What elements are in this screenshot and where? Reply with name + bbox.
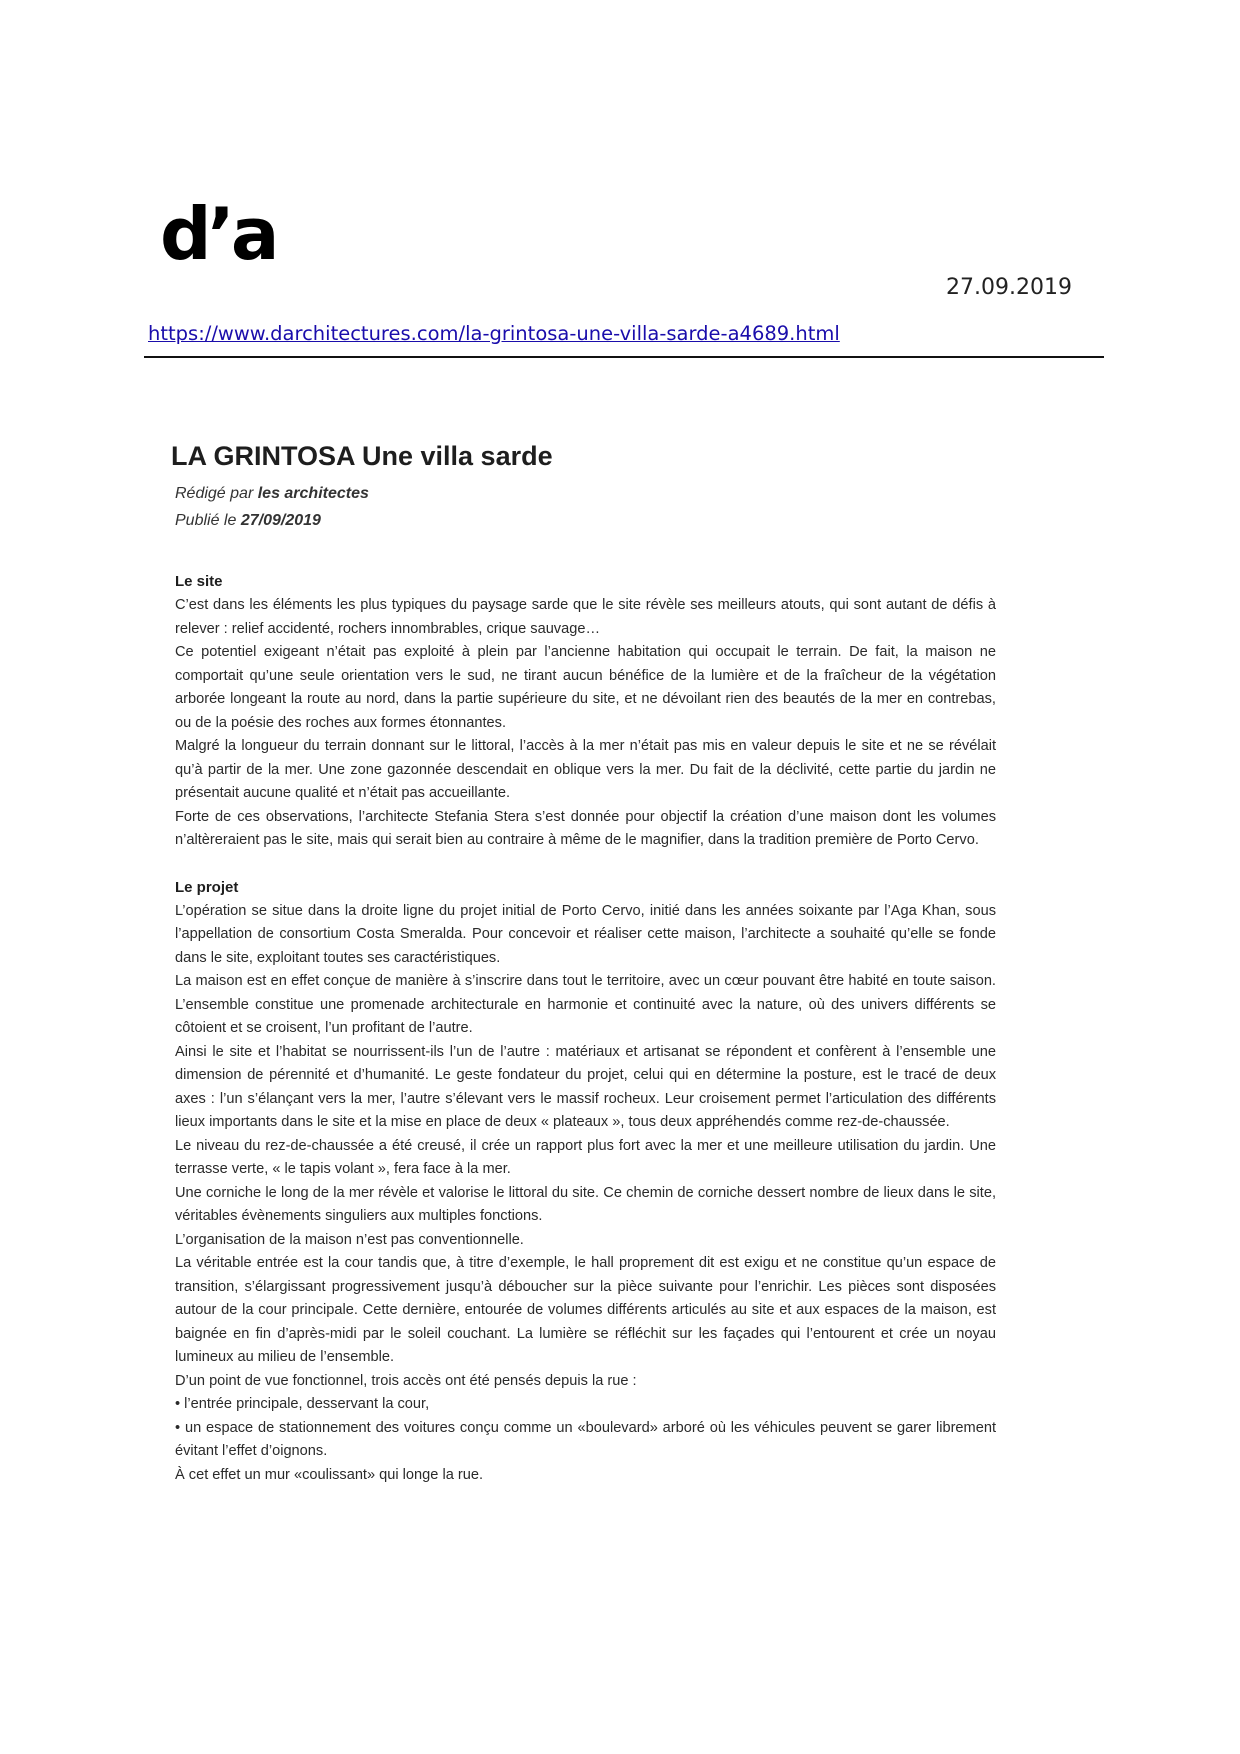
header-date: 27.09.2019: [946, 275, 1072, 300]
paragraph: Ce potentiel exigeant n’était pas exploité à plein par l’ancienne habitation qui occupait le terrain. De fait, la maison ne comportait qu’une seule orientation vers le sud, ne tirant aucun bénéfice de la lumière et de la fraîcheur de la végétation arborée longeant la route au nord, dans la partie supérieure du site, et ne dévoilant rien des beautés de la mer en contrebas, ou de la poésie des roches aux formes étonnantes.: [175, 644, 996, 731]
header-divider: [144, 356, 1104, 358]
paragraph: Une corniche le long de la mer révèle et valorise le littoral du site. Ce chemin de corniche dessert nombre de lieux dans le site, véritables évènements singuliers aux multiples fonctions.: [175, 1184, 996, 1225]
paragraph: Malgré la longueur du terrain donnant sur le littoral, l’accès à la mer n’était pas mis en valeur depuis le site et ne se révélait qu’à partir de la mer. Une zone gazonnée descendait en oblique vers la mer. Du fait de la déclivité, cette partie du jardin ne présentait aucune qualité et n’était pas accueillante.: [175, 738, 996, 802]
section-le-projet: [175, 876, 996, 1488]
paragraph: L’opération se situe dans la droite ligne du projet initial de Porto Cervo, initié dans les années soixante par l’Aga Khan, sous l’appellation de consortium Costa Smeralda. Pour concevoir et réaliser cette maison, l’architecte a souhaité qu’elle se fonde dans le site, exploitant toutes ses caractéristiques.: [175, 902, 996, 966]
section-le-site: [175, 570, 996, 853]
paragraph: La véritable entrée est la cour tandis que, à titre d’exemple, le hall proprement dit est exigu et ne constitue qu’un espace de transition, s’élargissant progressivement jusqu’à déboucher sur la pièce suivante pour l’enrichir. Les pièces sont disposées autour de la cour principale. Cette dernière, entourée de volumes différents articulés au site et aux espaces de la maison, est baignée en fin d’après-midi par le soleil couchant. La lumière se réfléchit sur les façades qui l’entourent et crée un noyau lumineux au milieu de l’ensemble.: [175, 1255, 996, 1366]
paragraph: L’organisation de la maison n’est pas conventionnelle.: [175, 1231, 524, 1248]
article-date-line: [175, 507, 996, 534]
section-title: Le projet: [175, 878, 239, 896]
paragraph: La maison est en effet conçue de manière à s’inscrire dans tout le territoire, avec un cœur pouvant être habité en toute saison. L’ensemble constitue une promenade architecturale en harmonie et continuité avec la nature, où des univers différents se côtoient et se croisent, l’un profitant de l’autre.: [175, 973, 996, 1037]
paragraph: C’est dans les éléments les plus typiques du paysage sarde que le site révèle ses meilleurs atouts, qui sont autant de défis à relever : relief accidenté, rochers innombrables, crique sauvage…: [175, 597, 996, 637]
list-item: • l’entrée principale, desservant la cour,: [175, 1396, 430, 1413]
article-title: LA GRINTOSA Une villa sarde: [171, 441, 553, 471]
article: [171, 440, 996, 1487]
paragraph: Ainsi le site et l’habitat se nourrissent-ils l’un de l’autre : matériaux et artisanat se répondent et confèrent à l’ensemble une dimension de pérennité et d’humanité. Le geste fondateur du projet, celui qui en détermine la posture, est le tracé de deux axes : l’un s’élançant vers la mer, l’autre s’élevant vers le massif rocheux. Leur croisement permet l’articulation des différents lieux importants dans le site et la mise en place de deux « plateaux », tous deux appréhendés comme rez-de-chaussée.: [175, 1043, 996, 1131]
source-url-link[interactable]: https://www.darchitectures.com/la-grintosa-une-villa-sarde-a4689.html: [148, 322, 840, 345]
paragraph: D’un point de vue fonctionnel, trois accès ont été pensés depuis la rue :: [175, 1372, 637, 1389]
section-title: Le site: [175, 573, 223, 591]
author-prefix: Rédigé par: [175, 485, 258, 503]
paragraph: Le niveau du rez-de-chaussée a été creusé, il crée un rapport plus fort avec la mer et une meilleure utilisation du jardin. Une terrasse verte, « le tapis volant », fera face à la mer.: [175, 1137, 996, 1178]
paragraph: À cet effet un mur «coulissant» qui longe la rue.: [175, 1466, 484, 1483]
paragraph: Forte de ces observations, l’architecte Stefania Stera s’est donnée pour objectif la création d’une maison dont les volumes n’altèreraient pas le site, mais qui serait bien au contraire à même de le magnifier, dans la tradition première de Porto Cervo.: [175, 808, 996, 849]
brand-logo: d’a: [160, 192, 276, 276]
author-name: les architectes: [257, 485, 369, 503]
date-prefix: Publié le: [175, 512, 241, 530]
publish-date: 27/09/2019: [240, 512, 321, 530]
list-item: • un espace de stationnement des voitures conçu comme un «boulevard» arboré où les véhicules peuvent se garer librement évitant l’effet d’oignons.: [175, 1419, 996, 1460]
article-author-line: [175, 480, 996, 507]
